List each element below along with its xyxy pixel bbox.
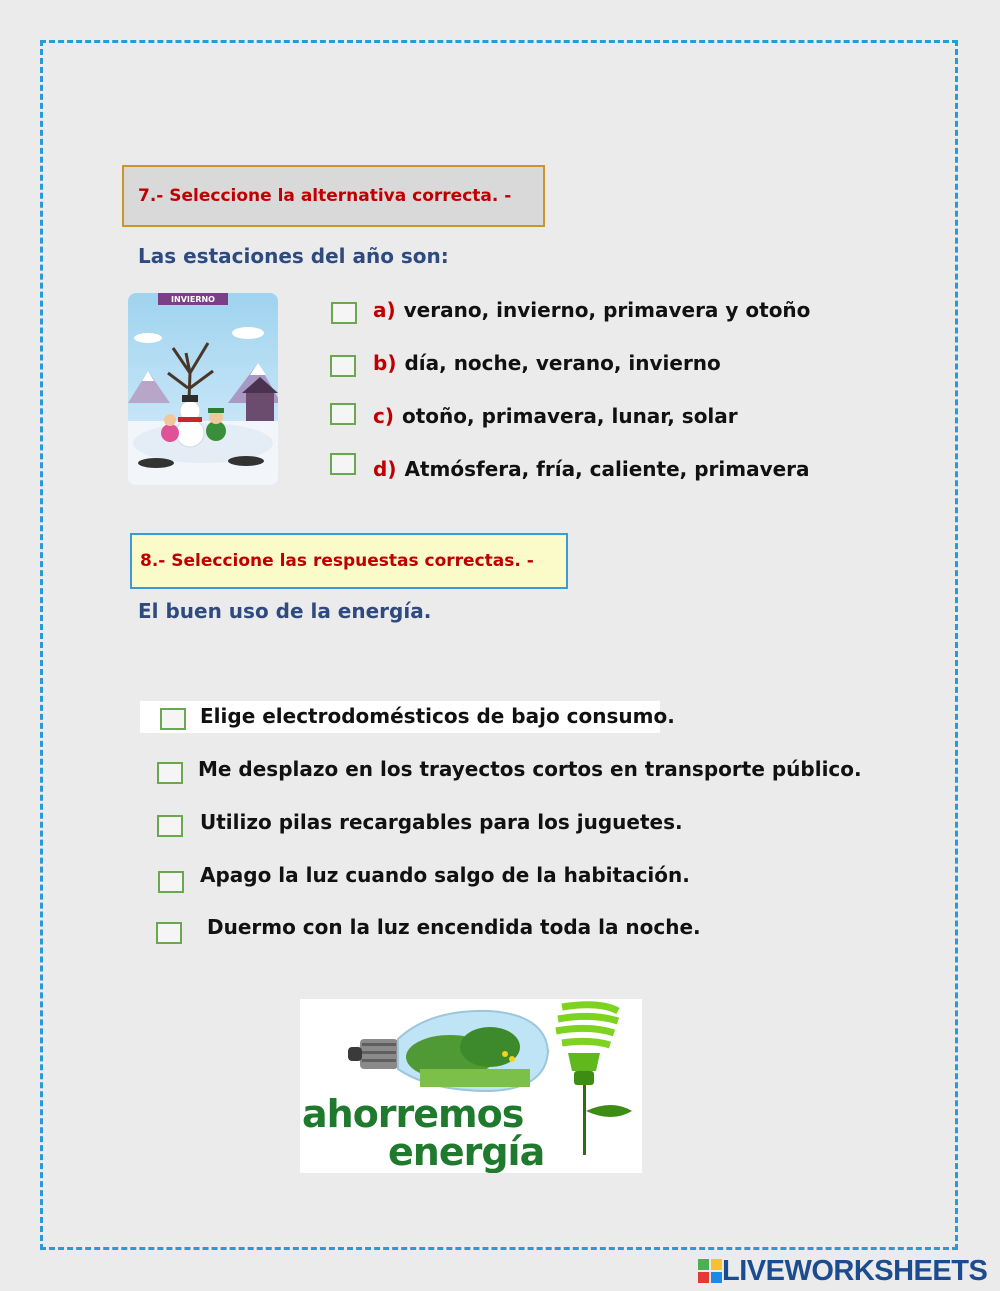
- winter-label: INVIERNO: [171, 295, 215, 304]
- liveworksheets-icon: [698, 1259, 722, 1283]
- brand-name: LIVEWORKSHEETS: [722, 1254, 988, 1287]
- question-8-prompt: El buen uso de la energía.: [138, 599, 432, 623]
- option-a-text: verano, invierno, primavera y otoño: [403, 298, 811, 322]
- cfl-bulb-icon: [556, 1005, 632, 1155]
- energy-option-5-checkbox[interactable]: [156, 922, 182, 944]
- option-d-letter: d): [373, 457, 397, 481]
- banner-line1: ahorremos: [302, 1092, 524, 1136]
- option-b-letter: b): [373, 351, 397, 375]
- option-d: [373, 457, 810, 481]
- energy-option-5: Duermo con la luz encendida toda la noche.: [207, 915, 701, 939]
- question-7-heading-text: 7.- Seleccione la alternativa correcta. -: [138, 186, 512, 206]
- question-7-prompt: Las estaciones del año son:: [138, 244, 449, 268]
- energy-option-3-checkbox[interactable]: [157, 815, 183, 837]
- option-a: [373, 298, 810, 322]
- question-8-heading: [130, 533, 568, 589]
- option-a-checkbox[interactable]: [331, 302, 357, 324]
- banner-line2: energía: [388, 1130, 545, 1173]
- energy-option-4: Apago la luz cuando salgo de la habitación.: [200, 863, 690, 887]
- option-d-text: Atmósfera, fría, caliente, primavera: [404, 457, 810, 481]
- lightbulb-icon: [348, 1011, 548, 1091]
- energy-option-2: Me desplazo en los trayectos cortos en transporte público.: [198, 757, 862, 781]
- energy-option-4-checkbox[interactable]: [158, 871, 184, 893]
- option-c-letter: c): [373, 404, 394, 428]
- save-energy-banner: [300, 999, 642, 1173]
- energy-option-1: Elige electrodomésticos de bajo consumo.: [200, 704, 675, 728]
- winter-illustration: [128, 293, 278, 485]
- liveworksheets-logo[interactable]: [698, 1256, 987, 1286]
- option-c-text: otoño, primavera, lunar, solar: [402, 404, 738, 428]
- question-7-heading: [122, 165, 545, 227]
- question-8-heading-text: 8.- Seleccione las respuestas correctas. -: [140, 551, 534, 571]
- energy-option-2-checkbox[interactable]: [157, 762, 183, 784]
- option-a-letter: a): [373, 298, 396, 322]
- energy-option-3: Utilizo pilas recargables para los juguetes.: [200, 810, 683, 834]
- option-b-text: día, noche, verano, invierno: [404, 351, 721, 375]
- option-d-checkbox[interactable]: [330, 453, 356, 475]
- energy-option-1-checkbox[interactable]: [160, 708, 186, 730]
- option-c-checkbox[interactable]: [330, 403, 356, 425]
- option-b-checkbox[interactable]: [330, 355, 356, 377]
- option-b: [373, 351, 721, 375]
- option-c: [373, 404, 738, 428]
